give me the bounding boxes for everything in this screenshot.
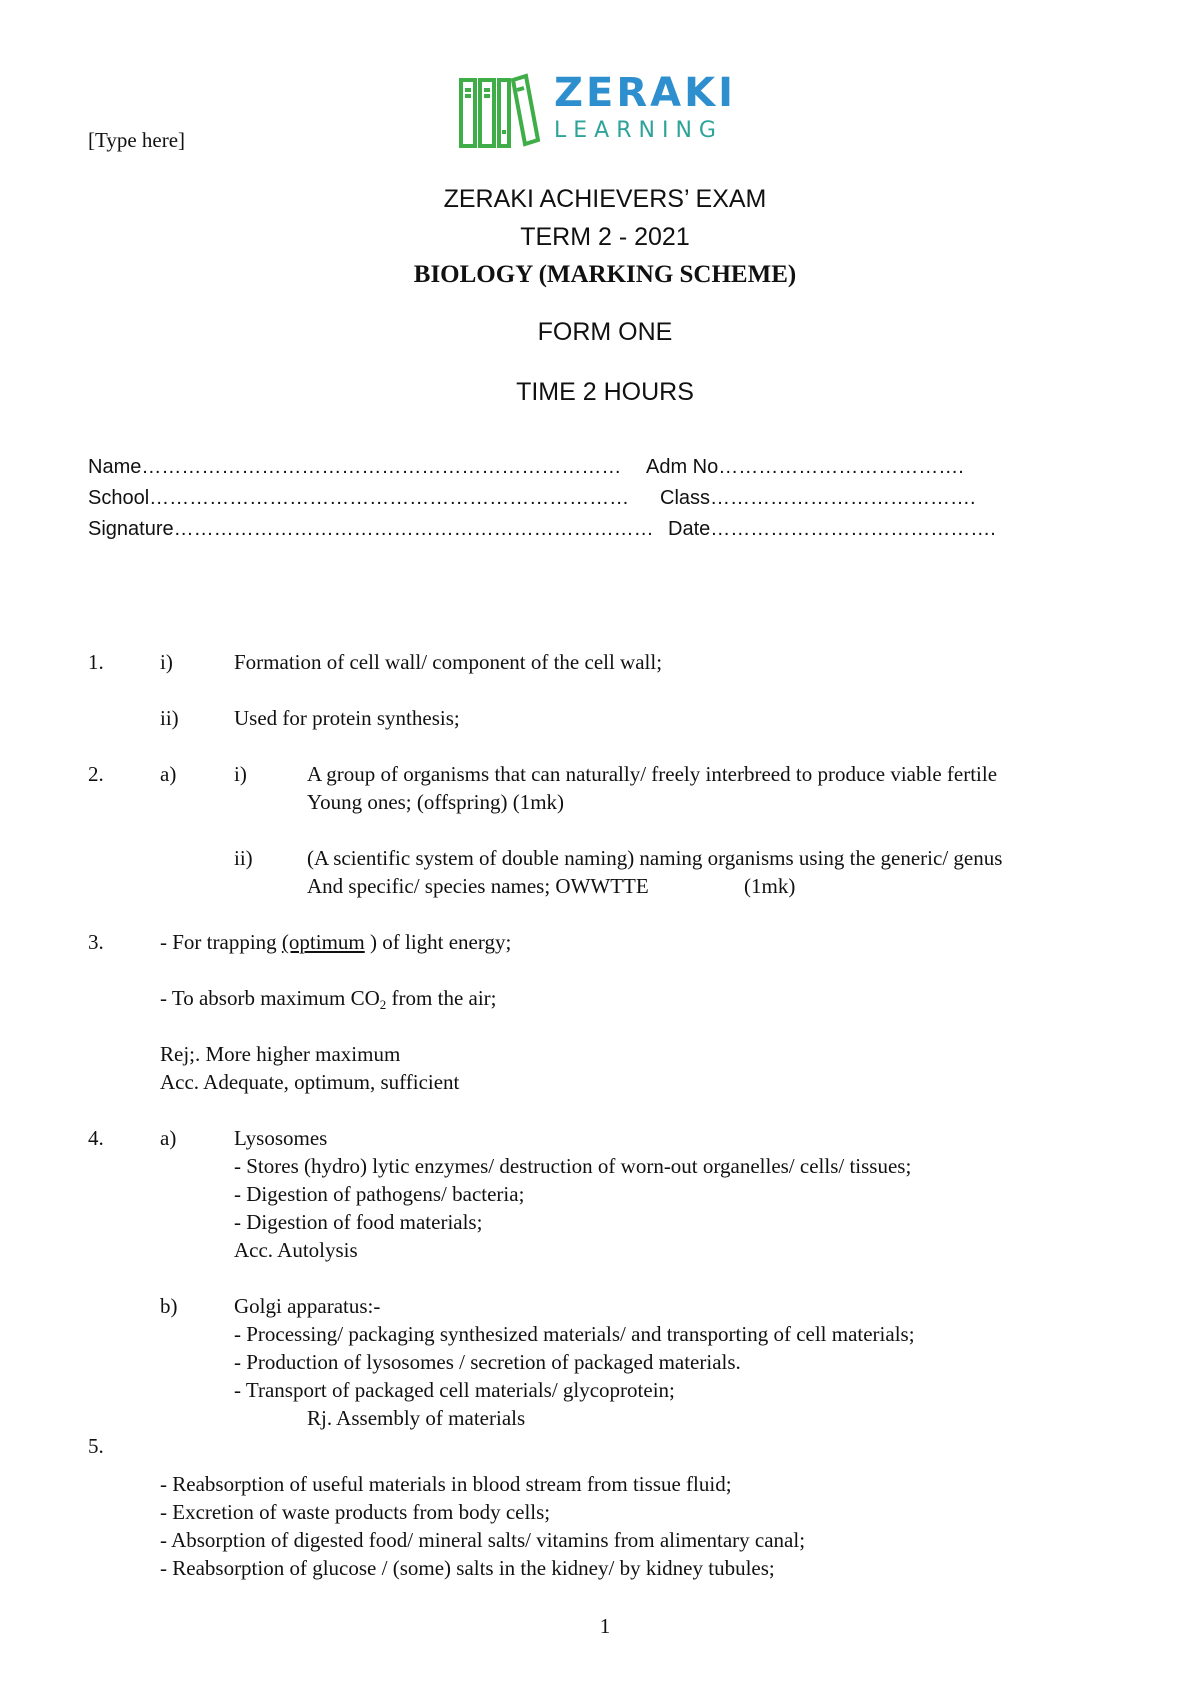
adm-no-field[interactable]: [646, 456, 964, 479]
signature-field[interactable]: [88, 518, 654, 541]
q4-b-point: - Processing/ packaging synthesized materials/ and transporting of cell materials;: [234, 1322, 915, 1346]
q1-ii-text: Used for protein synthesis;: [234, 706, 460, 730]
q3-number: 3.: [88, 930, 104, 954]
school-label: School: [88, 487, 150, 509]
q3-point-1-pre: - For trapping: [160, 930, 282, 954]
q4-b-point: - Production of lysosomes / secretion of packaged materials.: [234, 1350, 741, 1374]
class-label: Class: [660, 487, 711, 509]
q4-number: 4.: [88, 1126, 104, 1150]
exam-term: TERM 2 - 2021: [520, 223, 690, 251]
q1-ii-label: ii): [160, 706, 179, 730]
adm-no-dots: ……………………………….: [718, 456, 964, 478]
signature-label: Signature: [88, 518, 174, 540]
q2-i-line1: A group of organisms that can naturally/ freely interbreed to produce viable fertile: [307, 762, 998, 786]
q3-point-1-underlined: (optimum: [281, 930, 365, 954]
page-number: 1: [599, 1614, 611, 1638]
q2-i-line2: Young ones; (offspring) (1mk): [307, 790, 565, 814]
q2-ii-line1: (A scientific system of double naming) naming organisms using the generic/ genus: [307, 846, 1003, 870]
name-label: Name: [88, 456, 142, 478]
books-icon: [458, 72, 542, 152]
header-placeholder: [Type here]: [88, 128, 186, 152]
class-field[interactable]: [660, 487, 976, 510]
q3-point-1-post: ) of light energy;: [364, 930, 512, 954]
q1-i-text: Formation of cell wall/ component of the cell wall;: [234, 650, 663, 674]
q5-number: 5.: [88, 1434, 104, 1458]
q2-a-label: a): [160, 762, 177, 786]
logo-tagline-text: LEARNING: [554, 118, 723, 143]
q5-point: - Reabsorption of glucose / (some) salts in the kidney/ by kidney tubules;: [160, 1556, 775, 1580]
q4-b-title: Golgi apparatus:-: [234, 1294, 381, 1318]
q3-point-2: [160, 986, 497, 1011]
school-dots: ………………………………………………………………: [149, 487, 630, 509]
q1-number: 1.: [88, 650, 104, 674]
exam-title: ZERAKI ACHIEVERS’ EXAM: [443, 185, 767, 213]
q3-accept: Acc. Adequate, optimum, sufficient: [160, 1070, 460, 1094]
q4-b-reject: Rj. Assembly of materials: [307, 1406, 526, 1430]
q2-ii-mark: (1mk): [744, 874, 796, 898]
date-label: Date: [668, 518, 711, 540]
date-field[interactable]: [668, 518, 996, 541]
q5-point: - Reabsorption of useful materials in blood stream from tissue fluid;: [160, 1472, 732, 1496]
exam-time: TIME 2 HOURS: [516, 378, 694, 406]
q2-i-label: i): [234, 762, 247, 786]
q4-a-point: - Stores (hydro) lytic enzymes/ destruction of worn-out organelles/ cells/ tissues;: [234, 1154, 912, 1178]
q3-point-2-pre: - To absorb maximum CO: [160, 986, 380, 1010]
q2-ii-line2: And specific/ species names; OWWTTE: [307, 874, 649, 898]
name-field[interactable]: [88, 456, 621, 479]
q1-i-label: i): [160, 650, 173, 674]
q3-point-1: [160, 930, 511, 955]
school-field[interactable]: [88, 487, 629, 510]
q3-point-2-post: from the air;: [386, 986, 497, 1010]
q4-b-point: - Transport of packaged cell materials/ glycoprotein;: [234, 1378, 675, 1402]
q2-number: 2.: [88, 762, 104, 786]
q5-point: - Excretion of waste products from body cells;: [160, 1500, 551, 1524]
q4-a-point: - Digestion of food materials;: [234, 1210, 483, 1234]
date-dots: …………………………………….: [710, 518, 996, 540]
q4-a-title: Lysosomes: [234, 1126, 328, 1150]
zeraki-logo: [458, 70, 758, 154]
name-dots: ………………………………………………………………: [141, 456, 622, 478]
q4-a-accept: Acc. Autolysis: [234, 1238, 358, 1262]
q3-reject: Rej;. More higher maximum: [160, 1042, 401, 1066]
exam-subject: BIOLOGY (MARKING SCHEME): [413, 261, 797, 288]
class-dots: ………………………………….: [710, 487, 976, 509]
q5-point: - Absorption of digested food/ mineral salts/ vitamins from alimentary canal;: [160, 1528, 806, 1552]
q4-a-label: a): [160, 1126, 177, 1150]
q2-ii-label: ii): [234, 846, 253, 870]
q4-a-point: - Digestion of pathogens/ bacteria;: [234, 1182, 525, 1206]
q4-b-label: b): [160, 1294, 178, 1318]
adm-no-label: Adm No: [646, 456, 719, 478]
q3-point-2-subscript: 2: [379, 997, 387, 1012]
logo-brand-text: ZERAKI: [554, 70, 736, 116]
signature-dots: ………………………………………………………………: [173, 518, 654, 540]
exam-form: FORM ONE: [537, 318, 673, 346]
